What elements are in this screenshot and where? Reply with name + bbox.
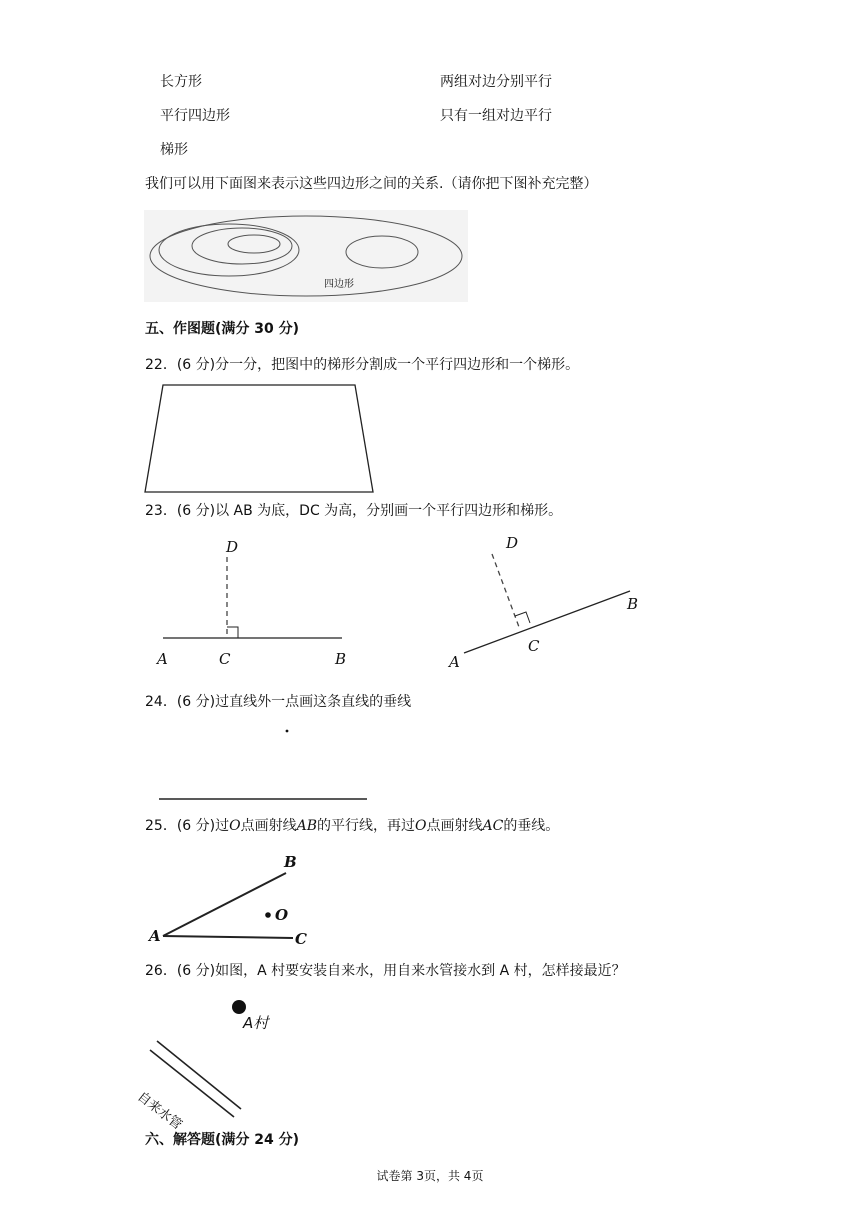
q25-mid2: 的平行线，再过 [317, 818, 415, 834]
row-property-2: 只有一组对边平行 [440, 108, 552, 124]
q25-mid3: 点画射线 [426, 818, 483, 834]
q25-label-o: O [275, 906, 289, 924]
q25-label-b: B [284, 853, 297, 871]
q23-right-label-c: C [528, 637, 540, 655]
q25-label-c: C [295, 930, 307, 948]
q25-o2: O [415, 818, 427, 834]
venn-label: 四边形 [324, 279, 354, 290]
q25-prefix: 25．(6 分)过 [145, 818, 230, 834]
q25-label-a: A [149, 927, 161, 945]
q25-ab: AB [296, 818, 317, 834]
section6-heading: 六、解答题(满分 24 分) [145, 1132, 300, 1148]
q23-left-label-d: D [226, 538, 239, 556]
q23-right-label-b: B [627, 595, 639, 613]
q26-pipe-line-2 [157, 1041, 241, 1109]
q24-text: 24．(6 分)过直线外一点画这条直线的垂线 [145, 694, 412, 710]
q26-village-label: A村 [243, 1014, 269, 1032]
q25-o1: O [229, 818, 241, 834]
section5-heading: 五、作图题(满分 30 分) [145, 321, 300, 337]
q22-text: 22．(6 分)分一分，把图中的梯形分割成一个平行四边形和一个梯形。 [145, 357, 580, 373]
q26-pipe-label: 自来水管 [134, 1089, 185, 1133]
q23-text: 23．(6 分)以 AB 为底，DC 为高，分别画一个平行四边形和梯形。 [145, 503, 563, 519]
q23-left-label-b: B [335, 650, 347, 668]
q25-mid1: 点画射线 [240, 818, 297, 834]
row-shape-rectangle: 长方形 [160, 74, 202, 90]
q25-suffix: 的垂线。 [503, 818, 560, 834]
row-property-1: 两组对边分别平行 [440, 74, 552, 90]
q23-left-label-a: A [157, 650, 168, 668]
q26-text: 26．(6 分)如图，A 村要安装自来水，用自来水管接水到 A 村，怎样接最近？ [145, 963, 626, 979]
q25-ac: AC [482, 818, 504, 834]
relation-text: 我们可以用下面图来表示这些四边形之间的关系.（请你把下图补充完整） [145, 176, 598, 192]
row-shape-parallelogram: 平行四边形 [160, 108, 230, 124]
row-shape-trapezoid: 梯形 [160, 142, 188, 158]
page-footer: 试卷第 3页，共 4页 [376, 1169, 484, 1183]
q23-right-label-a: A [449, 653, 460, 671]
q23-left-label-c: C [219, 650, 231, 668]
q23-right-label-d: D [506, 534, 519, 552]
